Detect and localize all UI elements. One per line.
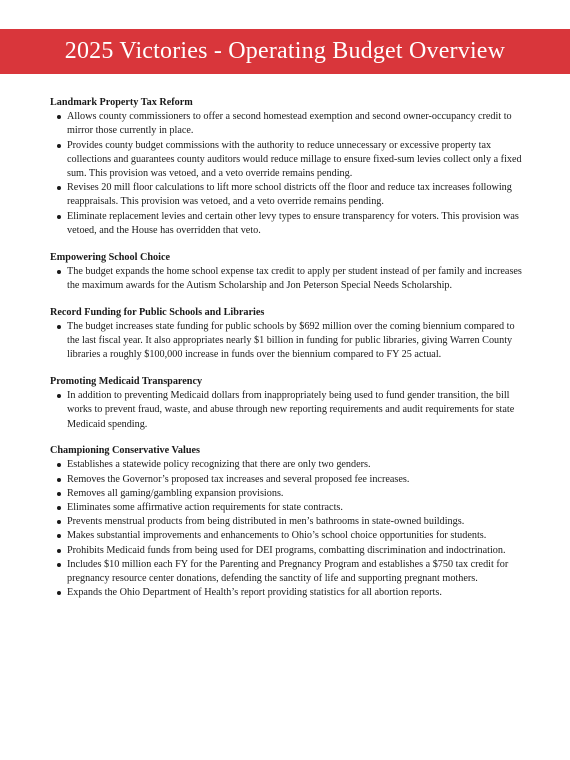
list-item: Provides county budget commissions with the authority to reduce unnecessary or excessive property tax collections and guarantees county auditors would reduce millage to ensure fixed-sum levies collect only a fixed sum. This provision was vetoed, and a veto override remains pending. [50, 139, 528, 182]
list-item: In addition to preventing Medicaid dollars from inappropriately being used to fund gender transition, the bill works to prevent fraud, waste, and abuse through new reporting requirements and audit requirements for state Medicaid spending. [50, 389, 528, 432]
list-item: Removes the Governor’s proposed tax increases and several proposed fee increases. [50, 473, 528, 487]
list-item: The budget expands the home school expense tax credit to apply per student instead of per family and increases the maximum awards for the Autism Scholarship and Jon Peterson Special Needs Scholarship. [50, 265, 528, 293]
list-item: Expands the Ohio Department of Health’s report providing statistics for all abortion reports. [50, 586, 528, 600]
section-property-tax-reform [50, 96, 528, 238]
document-body [50, 96, 528, 613]
list-item: Prohibits Medicaid funds from being used for DEI programs, combatting discrimination and indoctrination. [50, 544, 528, 558]
bullet-list [50, 458, 528, 600]
section-record-funding [50, 306, 528, 363]
bullet-list [50, 389, 528, 432]
list-item: The budget increases state funding for public schools by $692 million over the coming biennium compared to the last fiscal year. It also appropriates nearly $1 billion in funding for public libraries, giving Warren County libraries a roughly $100,000 increase in funds over the biennium compared to FY 25 actual. [50, 320, 528, 363]
section-conservative-values [50, 444, 528, 600]
list-item: Removes all gaming/gambling expansion provisions. [50, 487, 528, 501]
list-item: Eliminates some affirmative action requirements for state contracts. [50, 501, 528, 515]
list-item: Revises 20 mill floor calculations to lift more school districts off the floor and reduce tax increases following reappraisals. This provision was vetoed, and a veto override remains pending. [50, 181, 528, 209]
list-item: Makes substantial improvements and enhancements to Ohio’s school choice opportunities for students. [50, 529, 528, 543]
section-heading: Promoting Medicaid Transparency [50, 375, 203, 387]
section-school-choice [50, 251, 528, 294]
section-heading: Championing Conservative Values [50, 445, 201, 457]
bullet-list [50, 110, 528, 238]
bullet-list [50, 320, 528, 363]
bullet-list [50, 265, 528, 293]
list-item: Establishes a statewide policy recognizing that there are only two genders. [50, 458, 528, 472]
section-medicaid-transparency [50, 375, 528, 432]
list-item: Allows county commissioners to offer a second homestead exemption and second owner-occupancy credit to mirror those currently in place. [50, 110, 528, 138]
list-item: Eliminate replacement levies and certain other levy types to ensure transparency for voters. This provision was vetoed, and the House has overridden that veto. [50, 210, 528, 238]
section-heading: Empowering School Choice [50, 251, 170, 263]
list-item: Includes $10 million each FY for the Parenting and Pregnancy Program and establishes a $750 tax credit for pregnancy resource center donations, defending the sanctity of life and supporting pregnant mothers. [50, 558, 528, 586]
section-heading: Landmark Property Tax Reform [50, 97, 193, 108]
title-banner [0, 29, 570, 74]
section-heading: Record Funding for Public Schools and Libraries [50, 306, 265, 318]
page-title: 2025 Victories - Operating Budget Overview [64, 38, 506, 64]
list-item: Prevents menstrual products from being distributed in men’s bathrooms in state-owned buildings. [50, 515, 528, 529]
